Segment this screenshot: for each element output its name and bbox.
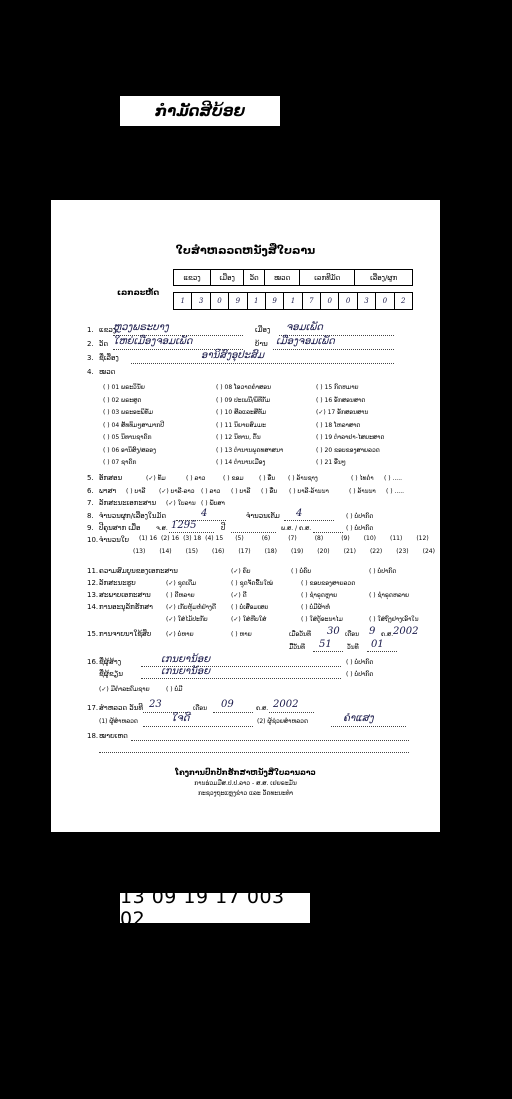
conservation-option[interactable]: ( ) ບໍ່ມີຜ້າຫໍ່	[301, 604, 331, 611]
category-item[interactable]: ( ) 21 ອື່ນໆ	[316, 459, 346, 466]
leaf-count-cell: (21)	[343, 548, 356, 555]
row16-option[interactable]: ( ) ບໍ່ປາກົດ	[346, 659, 374, 666]
row17-num: 17.	[87, 704, 99, 712]
leaf-count-cell: (19)	[290, 548, 304, 555]
row12-label: ລັກສະນະຮູບ	[99, 579, 136, 587]
categories-col3	[316, 382, 384, 470]
row3-line	[131, 363, 394, 364]
row13-num: 13.	[87, 591, 99, 599]
categories-col1	[103, 382, 164, 470]
category-item[interactable]: ( ) 13 ຕຳນານພຸດທສາສນາ	[216, 446, 284, 454]
row15b-line2	[367, 651, 397, 652]
survey-form-sheet	[51, 200, 440, 832]
top-label-card	[120, 96, 280, 126]
category-item[interactable]: ( ) 01 ພຣະວິນັຍ	[103, 384, 145, 391]
script-option[interactable]: ( ) ໄທດຳ	[351, 475, 374, 482]
leaf-count-cell: (1) 16	[139, 535, 158, 542]
bottom-label-text: 13 09 19 17 003 02	[120, 886, 285, 930]
row17-label: ສຳຫລວດ ວັນທີ	[99, 704, 143, 712]
row15-day: 30	[327, 626, 340, 637]
footer-line3: ກະຊວງຖະແຫຼງຂ່າວ ແລະ ວັດທະນະທຳ	[197, 790, 294, 797]
conservation-option[interactable]: (✓) ໃສ່ຫີບໃສ່	[231, 616, 267, 623]
code-digit: 3	[192, 293, 210, 310]
row3-num: 3.	[87, 354, 94, 362]
binding-option[interactable]: ( ) ຊຸດຈັດຂື້ນໃໝ່	[231, 580, 273, 587]
code-digit: 3	[357, 293, 375, 310]
row13-label: ສະພາບເອກະສານ	[99, 591, 151, 599]
row15b-value: 51	[319, 639, 332, 650]
category-item[interactable]: ( ) 11 ນິຍາຍສົມມະ	[216, 421, 266, 429]
language-option[interactable]: ( ) ລາວ	[201, 488, 221, 495]
row15b-line	[313, 651, 343, 652]
code-digit: 7	[302, 293, 320, 310]
row1-label: ແຂວງ	[99, 326, 117, 334]
row17-line3	[269, 712, 314, 713]
condition-option[interactable]: ( ) ດີຫລາຍ	[166, 592, 195, 599]
script-option[interactable]: ( ) ອື່ນ	[259, 475, 276, 482]
row10-label: ຈຳນວນໃບ	[99, 536, 130, 544]
category-item[interactable]: ( ) 06 ອານິສົງ/ສລອງ	[103, 446, 156, 454]
category-item[interactable]: ( ) 03 ພຣະອະພິທັມ	[103, 409, 153, 416]
categories-col2	[216, 382, 283, 470]
code-digit: 9	[229, 293, 247, 310]
row5-num: 5.	[87, 474, 94, 482]
category-item[interactable]: ( ) 16 ອັກສອນສາດ	[316, 396, 366, 404]
row15-year-label: ຄ.ສ.	[381, 631, 394, 638]
condition-option[interactable]: ( ) ຊຳຣຸດຫຼາຍ	[301, 592, 338, 599]
surveyor-label: (1) ຜູ້ສຳຫລວດ	[99, 718, 138, 725]
footer-line2: ການຮ່ວມມືສ.ປ.ປ.ລາວ - ສ.ສ. ເຢຍຣະມັນ	[194, 780, 297, 787]
category-item[interactable]: ( ) 19 ຕຳລາຢາ-ໄສຍະສາດ	[316, 434, 385, 441]
conservation-option[interactable]: (✓) ເກັບຫຸ້ມຫໍ່ຢ່າງດີ	[166, 604, 216, 611]
usage-option[interactable]: ( ) ຫາຍ	[231, 631, 252, 638]
row2-num: 2.	[87, 340, 94, 348]
code-digit: 0	[376, 293, 394, 310]
row8-value2: 4	[296, 508, 303, 519]
row10-num: 10.	[87, 536, 99, 544]
conservation-option[interactable]: ( ) ໃສ່ຕູ້ອະນາໄມ	[301, 616, 343, 623]
code-header-district: ເມືອງ	[211, 270, 244, 286]
row9-line	[169, 532, 214, 533]
row4-num: 4.	[87, 368, 94, 376]
code-header-story: ເລື່ອງ/ຜູກ	[355, 270, 413, 286]
category-item[interactable]: ( ) 05 ນິທານຊາດົກ	[103, 434, 152, 441]
row5-label: ອັກສອນ	[99, 474, 123, 482]
code-header-bundle: ເລກທີມັດ	[300, 270, 355, 286]
row8-value: 4	[201, 508, 208, 519]
row1-value2: ຈອມເພັດ	[286, 322, 323, 333]
row4-label: ໝວດ	[99, 368, 116, 376]
completeness-option[interactable]: ( ) ບໍ່ປາກົດ	[369, 568, 397, 575]
row17-year: 2002	[273, 699, 299, 710]
row15-label: ການຈາຍນາໃຊ້ສຶບ	[99, 630, 152, 638]
row3-value: ອານິສົງອຸປະສົມ	[201, 350, 265, 361]
row18-label: ໝາຍເຫດ	[99, 732, 128, 740]
material-option[interactable]: (✓) ໃບລານ	[166, 500, 196, 507]
code-digit: 0	[210, 293, 228, 310]
row9-num: 9.	[87, 524, 94, 532]
script-option[interactable]: ( ) ຂອມ	[223, 475, 244, 482]
completeness-option[interactable]: ( ) ບໍ່ຄົບ	[291, 568, 312, 575]
row8-label2: ຈຳນວນເຕັມ	[246, 512, 280, 520]
category-item[interactable]: ( ) 04 ສັທທິມໆສາມາກປີ	[103, 421, 165, 429]
leaf-count-cell: (23)	[396, 548, 409, 555]
row3-label: ຊື່ເລື່ອງ	[99, 354, 119, 362]
leaf-count-cell: (10)	[363, 535, 377, 542]
code-digit: 0	[321, 293, 339, 310]
footer-line1: ໂຄງການປົກປັກຮັກສາຫນັງສືໃບລານລາວ	[175, 768, 316, 777]
row9-prefix: ຈ.ສ.	[156, 525, 168, 532]
usage-option[interactable]: (✓) ບໍ່ຫາຍ	[166, 631, 194, 638]
code-digit: 0	[339, 293, 357, 310]
form-title: ໃບສຳຫລວດຫນັງສືໃບລານ	[175, 244, 316, 257]
row1-label2: ເມືອງ	[255, 326, 271, 334]
leaf-count-cell: (17)	[238, 548, 251, 555]
row16b-option[interactable]: ( ) ບໍ່ປາກົດ	[346, 671, 374, 678]
row15-month-label: ເດືອນ	[345, 631, 360, 638]
leaf-count-cell: (12)	[416, 535, 429, 542]
top-label-text: ກຳມັດສີບ້ອຍ	[154, 102, 246, 120]
category-item[interactable]: ( ) 15 ກົດຫມາຍ	[316, 384, 359, 391]
category-item[interactable]: ( ) 09 ປະເພນີ/ພິທີກັມ	[216, 396, 271, 404]
row12-num: 12.	[87, 579, 99, 587]
row7-label: ລັກສະນະເອກະສານ	[99, 499, 157, 507]
leaf-count-cell: (3) 18	[183, 535, 202, 542]
row6-label: ພາສາ	[99, 487, 117, 495]
row8-num: 8.	[87, 512, 94, 520]
completeness-option[interactable]: (✓) ຄົບ	[231, 568, 251, 575]
row17-day: 23	[149, 699, 162, 710]
row1-num: 1.	[87, 326, 94, 334]
leaf-count-cell: (24)	[422, 548, 435, 555]
leaf-count-cell: (11)	[390, 535, 403, 542]
code-header-temple: ວັດ	[244, 270, 265, 286]
notes-line1	[131, 740, 409, 741]
row16b-value: ເກນຍານ້ອຍ	[161, 666, 211, 677]
row17-line2	[213, 712, 253, 713]
material-option[interactable]: ( ) ພັບສາ	[201, 500, 225, 507]
row11-label: ຄວາມສົມບູນຂອງເອກະສານ	[99, 567, 178, 575]
row16-value: ເກນຍານ້ອຍ	[161, 654, 211, 665]
leaf-count-cell: (5)	[235, 535, 244, 542]
row7-num: 7.	[87, 499, 94, 507]
leaf-count-row2	[133, 548, 435, 555]
row2-line2	[273, 349, 394, 350]
condition-option[interactable]: ( ) ຊຳຣຸດຫລາຍ	[369, 592, 410, 599]
code-digit: 1	[247, 293, 265, 310]
row1-value: ຫຼວງພຣະບາງ	[113, 322, 169, 333]
row14-num: 14.	[87, 603, 99, 611]
leaf-count-cell: (22)	[369, 548, 383, 555]
category-item[interactable]: ( ) 12 ນິທານ, ຕົ້ນ	[216, 434, 261, 441]
row16b-line	[141, 678, 341, 679]
code-digit: 9	[265, 293, 283, 310]
binding-option[interactable]: ( ) ຂອບຂອງສາຍລວດ	[301, 580, 356, 587]
assistant-label: (2) ຜູ້ຊ່ວຍສຳຫລວດ	[257, 718, 308, 725]
leaf-count-cell: (18)	[264, 548, 277, 555]
row15b-label: ມື້ວັນທີ	[289, 644, 305, 651]
colophon-option[interactable]: ( ) ບໍ່ມີ	[166, 686, 183, 693]
language-option[interactable]: ( ) ບາລີ-ລ້ານນາ	[289, 488, 329, 495]
row17-month-label: ເດືອນ	[193, 705, 208, 712]
row2-value2: ເມືອງຈອມເພັດ	[276, 336, 335, 347]
language-option[interactable]: ( ) ອື່ນ	[261, 488, 278, 495]
binding-option[interactable]: (✓) ຊຸດເດີມ	[166, 580, 197, 587]
conservation-option[interactable]: (✓) ໃສ່ໄມ້ປະກັບ	[166, 616, 208, 623]
row8-option[interactable]: ( ) ບໍ່ປາກົດ	[346, 513, 374, 520]
code-header-province: ແຂວງ	[174, 270, 211, 286]
notes-line2	[99, 752, 409, 753]
row11-num: 11.	[87, 567, 99, 575]
row9-line3	[313, 532, 343, 533]
row18-num: 18.	[87, 732, 99, 740]
language-option[interactable]: (✓) ບາລີ-ລາວ	[159, 488, 195, 495]
row17-month: 09	[221, 699, 234, 710]
row15-date-label: ເມື່ອວັນທີ	[289, 631, 311, 638]
row2-value: ໃຫຍ່ເມືອງຈອມເພັດ	[113, 336, 193, 347]
script-option[interactable]: ( ) ລ້ານຊາງ	[288, 475, 318, 482]
script-option[interactable]: (✓) ທັມ	[146, 475, 166, 482]
language-option[interactable]: ( ) ລ້ານນາ	[349, 488, 376, 495]
surveyor-line	[143, 726, 253, 727]
category-item[interactable]: ( ) 02 ພຣະສູດ	[103, 396, 142, 404]
code-digit: 1	[174, 293, 192, 310]
leaf-count-cell: (16)	[211, 548, 225, 555]
row8-line2	[284, 520, 334, 521]
row8-label: ຈຳນວນຜູກ/ເລື່ອງໃນມັດ	[99, 512, 167, 520]
row9-label: ປີຄຸນສາກ ເມື່ອ	[99, 524, 141, 532]
leaf-count-cell: (13)	[133, 548, 146, 555]
row2-label2: ບ້ານ	[255, 340, 268, 348]
leaf-count-cell: (14)	[159, 548, 172, 555]
row9-label3: ພ.ສ. / ຄ.ສ.	[281, 525, 312, 532]
leaf-count-cell: (7)	[288, 535, 297, 542]
leaf-count-row1	[139, 535, 429, 542]
category-item[interactable]: ( ) 10 ສີລແລະສີທັມ	[216, 409, 267, 416]
code-digit: 1	[284, 293, 302, 310]
row16-num: 16.	[87, 658, 99, 666]
bottom-label-card	[120, 886, 310, 930]
script-option[interactable]: ( ) ລາວ	[186, 475, 206, 482]
code-label: ເລກລະຫັດ	[117, 288, 160, 297]
language-option[interactable]: ( ) ບາລີ	[231, 488, 251, 495]
leaf-count-cell: (2) 16	[161, 535, 180, 542]
conservation-option[interactable]: ( ) ໃສ່ຖົງຢາງເອົາໃນ	[369, 616, 419, 623]
language-option[interactable]: ( ) .....	[386, 488, 405, 495]
category-item[interactable]: ( ) 18 ໂຫລາສາດ	[316, 421, 361, 429]
category-item[interactable]: (✓) 17 ອັກສອນສານ	[316, 409, 369, 416]
row15-month: 9	[369, 626, 376, 637]
category-item[interactable]: ( ) 08 ໂອວາດຄຳສອນ	[216, 384, 271, 391]
row16-label: ຊື່ຜູ້ສ້າງ	[99, 658, 122, 666]
assistant-name: ຄຳແສງ	[343, 713, 374, 724]
leaf-count-cell: (20)	[317, 548, 330, 555]
category-item[interactable]: ( ) 14 ຕຳນານເມືອງ	[216, 459, 266, 466]
leaf-count-cell: (9)	[341, 535, 350, 542]
code-digits-table	[173, 292, 413, 310]
row9-option[interactable]: ( ) ບໍ່ປາກົດ	[346, 525, 374, 532]
row2-label: ວັດ	[99, 340, 109, 348]
row14-label: ການອະນຸລັກຮັກສາ	[99, 603, 153, 611]
leaf-count-cell: (6)	[261, 535, 271, 542]
condition-option[interactable]: (✓) ດີ	[231, 592, 247, 599]
conservation-option[interactable]: ( ) ບໍ່ເສື່ອມເສຍ	[231, 604, 269, 611]
assistant-line	[331, 726, 406, 727]
colophon-option[interactable]: (✓) ມີຄຳລະດົມຊາຍ	[99, 686, 150, 693]
row15b-label2: ວັນທີ	[347, 644, 359, 651]
surveyor-name: ໃຈດີ	[171, 713, 190, 724]
leaf-count-cell: (15)	[185, 548, 198, 555]
row6-num: 6.	[87, 487, 94, 495]
category-item[interactable]: ( ) 20 ຂອບຂອງສາຍລວດ	[316, 446, 380, 454]
row15-year: 2002	[393, 626, 419, 637]
row9-value: 1295	[171, 520, 197, 531]
language-option[interactable]: ( ) ບາລີ	[126, 488, 146, 495]
row15b-value2: 01	[371, 639, 384, 650]
row16b-label: ຊື່ຜູ້ຂຽນ	[99, 670, 124, 678]
row9-line2	[231, 532, 276, 533]
leaf-count-cell: (4) 15	[205, 535, 224, 542]
row9-label2: ປີ	[221, 524, 226, 532]
row17-year-label: ຄ.ສ.	[256, 705, 269, 712]
code-header-category: ໝວດ	[265, 270, 300, 286]
row15-num: 15.	[87, 630, 99, 638]
leaf-count-cell: (8)	[314, 535, 324, 542]
script-option[interactable]: ( ) .....	[384, 475, 403, 482]
category-item[interactable]: ( ) 07 ຊາດົກ	[103, 459, 137, 466]
code-digit: 2	[394, 293, 413, 310]
code-table	[173, 269, 413, 286]
